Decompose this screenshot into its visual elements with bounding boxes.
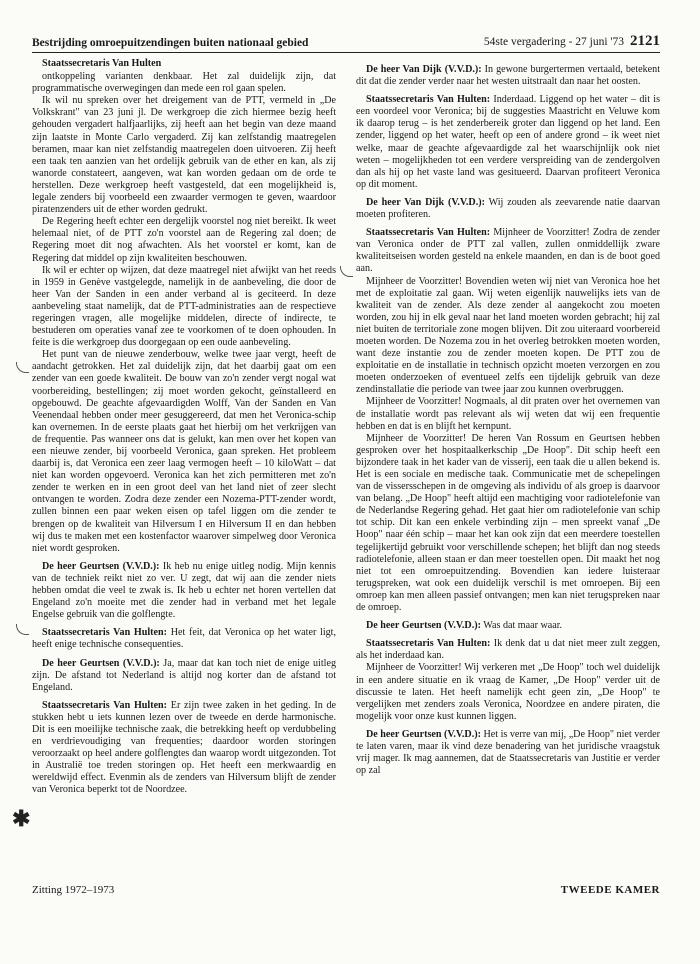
paragraph <box>356 396 660 432</box>
paragraph <box>356 64 660 88</box>
paragraph <box>32 216 336 264</box>
chamber-label: TWEEDE KAMER <box>560 884 660 896</box>
paragraph-text: Het punt van de nieuwe zenderbouw, welke twee jaar vergt, heeft de aandacht getrokken. Het zal duidelijk zijn, dat het daarbij gaat om een zender van een goede kwaliteit. De bouw van zo'n zender vergt nogal wat voorbereiding, bestellingen; zij moet worden gekocht, geïnstalleerd en opgebouwd. De geachte afgevaardigden Wolff, Van der Sanden en Van Veenendaal hebben onder meer gesuggereerd, dat men het Veronica-schip kan overnemen. In de eerste plaats gaat het hierbij om het verkrijgen van de frequentie. Pas wanneer ons dat is gelukt, kan men over het kopen van een nieuwe zender, bij voorbeeld Veronica, gaan spreken. Het probleem daarbij is, dat Veronica een zeer laag vermogen heeft – 10 kiloWatt – dat niet kan worden opgevoerd. Veronica kan het zich permitteren met zo'n zender te werken en in een groot deel van het land niet of zeer slecht ontvangen te worden. Zodra deze zender een Nozema-PTT-zender wordt, zullen binnen een paar weken eisen op tafel liggen om die zender te brengen op de kwaliteit van Hilversum I en Hilversum II en dan hebben wij dus te maken met een kostenfactor waarover simpelweg door Veronica niet wordt gesproken. <box>32 349 336 554</box>
meeting-date: 54ste vergadering - 27 juni '73 <box>483 36 624 48</box>
running-title: Bestrijding omroepuitzendingen buiten nationaal gebied <box>32 37 309 49</box>
margin-mark <box>16 624 29 635</box>
paragraph <box>356 638 660 662</box>
paragraph <box>32 58 336 70</box>
speaker-name: Staatssecretaris Van Hulten <box>42 58 162 69</box>
paragraph-text: De Regering heeft echter een dergelijk voorstel nog niet bereikt. Ik weet helemaal niet, of de PTT zo'n voorstel aan de Regering zal doen; de Regering moet dit nog afwachten. Als het voorstel er komt, kan de Regering dat middel op zijn kwaliteiten beschouwen. <box>32 216 336 264</box>
paragraph-text: Ik wil nu spreken over het dreigement van de PTT, vermeld in „De Volkskrant" van 23 juni jl. De werkgroep die zich hiermee bezig heeft gehouden vergadert halfjaarlijks, zij heeft aan het begin van deze maand zijn laatste in Monte Carlo vergaderd. Zij kan zelfstandig maatregelen beramen, maar kan niet zelfstandig maatregelen doen uitvoeren. Zij heeft een taak ten aanzien van het ordelijk gebruik van de ether en kan, als zij wanorde constateert, aangeven, wat kan worden gedaan om de orde te herstellen. Deze werkgroep heeft vastgesteld, dat een mogelijkheid is, legale zenders bij voorbeeld een zwaarder vermogen te geven, waardoor piratenzenders uit de ether worden gedrukt. <box>32 95 336 216</box>
paragraph-text: Was dat maar waar. <box>480 620 563 632</box>
speaker-name: De heer Geurtsen (V.V.D.): <box>366 620 481 632</box>
paragraph-text: Het feit, dat Veronica op het water ligt, heeft enige technische consequenties. <box>32 627 336 651</box>
speaker-name: Staatssecretaris Van Hulten: <box>42 627 167 639</box>
left-column <box>32 58 336 797</box>
paragraph-text: Inderdaad. Liggend op het water – dit is een voordeel voor Veronica; bij de suggesties Maastricht en Veluwe kom ik daarop terug – is het zenderbereik groter dan liggend op het land. Een zender, liggend op het water, heeft op een of andere grond – ik weet niet welke, maar de geachte afgevaardigde zal het waarschijnlijk ook niet weten – mogelijkheden tot een verdere verspreiding van de zendergolven dan als hij op het vaste land was gesitueerd. Daarvan profiteert Veronica op dit moment. <box>356 94 660 190</box>
paragraph-text: Ik heb nu enige uitleg nodig. Mijn kennis van de techniek reikt niet zo ver. U zegt, dat wij aan die zender niets hebben omdat die veel te zwak is. Ik heb u echter net horen vertellen dat Engeland zo'n moeite met die zender had in verband met het legale Engelse gebruik van die golflengte. <box>32 560 336 621</box>
paragraph-text: Mijnheer de Voorzitter! Bovendien weten wij niet van Veronica hoe het met de exploitatie zal gaan. Wij weten eigenlijk nauwelijks iets van de kwaliteit van de zender. Als deze zender al aangekocht zou moeten worden, zou hij in elk geval naar het land moeten worden gebracht; hij zal niet buiten de territoriale zone mogen blijven. Dit zou uiteraard voorbereid moeten worden. De Nozema zou in het overleg betrokken moeten worden, want deze instantie zou de zender moeten kopen. De PTT zou de exploitatie en de installatie in technisch opzicht moeten verzorgen en zou moeten onderzoeken of eventueel zelfs een tijdelijk gebruik van deze zendinstallatie die periode van twee jaar zou kunnen overbruggen. <box>356 275 660 396</box>
paragraph <box>356 276 660 397</box>
speaker-name: De heer Van Dijk (V.V.D.): <box>366 64 482 75</box>
speaker-name: Staatssecretaris Van Hulten: <box>366 227 491 239</box>
paragraph-text: ontkoppeling varianten denkbaar. Het zal duidelijk zijn, dat programmatische overwegingen dan mede een rol gaan spelen. <box>32 71 336 95</box>
paragraph-text: Mijnheer de Voorzitter! Wij verkeren met „De Hoop" toch wel duidelijk in een andere situatie en ik vraag de Kamer, „De Hoop" verder uit de discussie te laten. Het heeft namelijk echt geen zin, „De Hoop" te vergelijken met zenders zoals Veronica, Noordzee en andere piraten, die mogelijk voor onze kust kunnen liggen. <box>356 662 660 722</box>
paragraph-text: Ik denk dat u dat niet meer zult zeggen, als het inderdaad kan. <box>356 638 660 662</box>
paragraph <box>32 700 336 797</box>
paragraph <box>32 95 336 216</box>
paragraph <box>32 265 336 350</box>
paragraph <box>32 627 336 651</box>
paragraph <box>356 197 660 221</box>
margin-mark <box>16 362 29 373</box>
paragraph <box>32 561 336 621</box>
asterisk-mark-icon: ✱ <box>12 806 31 831</box>
page-number: 2121 <box>630 33 660 49</box>
speaker-name: De heer Geurtsen (V.V.D.): <box>42 560 160 572</box>
paragraph <box>32 71 336 95</box>
meeting-info <box>484 33 660 50</box>
right-column <box>356 58 660 777</box>
paragraph <box>32 658 336 694</box>
paragraph-text: Wij zouden als zeevarende natie daarvan moeten profiteren. <box>356 196 660 221</box>
paragraph-text: Er zijn twee zaken in het geding. In de stukken hebt u iets kunnen lezen over de tweede en derde harmonische. Dit is een moeilijke technische zaak, die betrekking heeft op verdubbeling en verdrievoudiging van frequenties; daardoor worden storingen veroorzaakt op heel andere golflengtes dan waarop wordt uitgezonden. Tot in Australië toe treden storingen op. Het heeft een merkwaardig en wereldwijd effect. Evenmin als de zenders van Hilversum blijft de zender van Veronica beperkt tot de Noordzee. <box>32 699 337 796</box>
page-footer <box>32 884 660 898</box>
paragraph-text: Ja, maar dat kan toch niet de enige uitleg zijn. De afstand tot Nederland is altijd nog korter dan de afstand tot Engeland. <box>32 657 336 693</box>
margin-mark <box>340 266 353 277</box>
page-header <box>32 28 660 53</box>
paragraph <box>356 433 660 614</box>
paragraph-text: Mijnheer de Voorzitter! Zodra de zender van Veronica onder de PTT zal vallen, zullen onmiddellijk zware kwaliteitseisen worden gesteld na enkele maanden, en dan is de boot goed aan. <box>356 227 660 275</box>
speaker-name: Staatssecretaris Van Hulten: <box>42 699 168 711</box>
paragraph-text: In gewone burgertermen vertaald, betekent dit dat die zender verder naar het westen uitstraalt dan naar het oosten. <box>356 64 661 88</box>
speaker-name: Staatssecretaris Van Hulten: <box>366 638 491 650</box>
paragraph-text: Mijnheer de Voorzitter! Nogmaals, al dit praten over het overnemen van de installatie wordt pas relevant als wij weten dat wij een frequentie hebben en dat is en blijft het kernpunt. <box>356 396 660 432</box>
paragraph <box>356 729 660 777</box>
paragraph <box>356 662 660 722</box>
speaker-name: De heer Geurtsen (V.V.D.): <box>42 657 160 669</box>
paragraph <box>356 227 660 275</box>
speaker-name: De heer Van Dijk (V.V.D.): <box>366 196 485 208</box>
paragraph-text: Mijnheer de Voorzitter! De heren Van Rossum en Geurtsen hebben gesproken over het hospitaalkerkschip „De Hoop". Dit schip heeft een bijzondere taak in het kader van de visserij, een taak die u allen bekend is. Het is een sociale en medische taak. Communicatie met de schepelingen van de vissersschepen in de omgeving als individu of als groep is daarvoor van belang. „De Hoop" heeft altijd een machtiging voor radiotelefonie van de Nederlandse Regering gehad. Het gaat hier om radiotelefonie van schip tot schip. Dit kan een enkele verbinding zijn – men spreekt vanaf „De Hoop" naar één schip – maar het kan ook zijn dat een meerdere toestellen tegelijkertijd gebruikt voor verschillende schepen; het blijft dan nog steeds radiotelefonie, alleen staan er dan meer toestellen open. Dit maakt het nog niet tot een omroepuitzending. Bovendien kan iedere luisteraar terugspreken, wat ook een duidelijk verschil is met omroepen. Bij een omroep kan men alleen passief ontvangen; men kan niet terugspreken naar de omroep. <box>356 432 660 614</box>
paragraph-text: Het is verre van mij, „De Hoop" niet verder te laten varen, maar ik vind deze benadering van het juridische vraagstuk vrij mager. Ik mag aannemen, dat de Staatssecretaris van Justitie er verder op zal <box>356 728 660 777</box>
session-label: Zitting 1972–1973 <box>32 884 115 896</box>
paragraph <box>356 94 660 191</box>
paragraph <box>356 620 660 632</box>
paragraph <box>32 349 336 555</box>
paragraph-text: Ik wil er echter op wijzen, dat deze maatregel niet afwijkt van het reeds in 1959 in Genève vastgelegde, namelijk in de aanbeveling, die door de heer Van der Sanden in een ander verband al is geciteerd. In deze aanbeveling staat namelijk, dat de PTT-administraties aan de respectieve regeringen vragen, alle mogelijke middelen, directe of indirecte, te bestuderen om operaties vanaf zee te voorkomen of te doen ophouden. In feite is die werkgroep dus doorgegaan op een oude aanbeveling. <box>32 264 336 349</box>
speaker-name: Staatssecretaris Van Hulten: <box>366 94 491 106</box>
speaker-name: De heer Geurtsen (V.V.D.): <box>366 728 481 740</box>
